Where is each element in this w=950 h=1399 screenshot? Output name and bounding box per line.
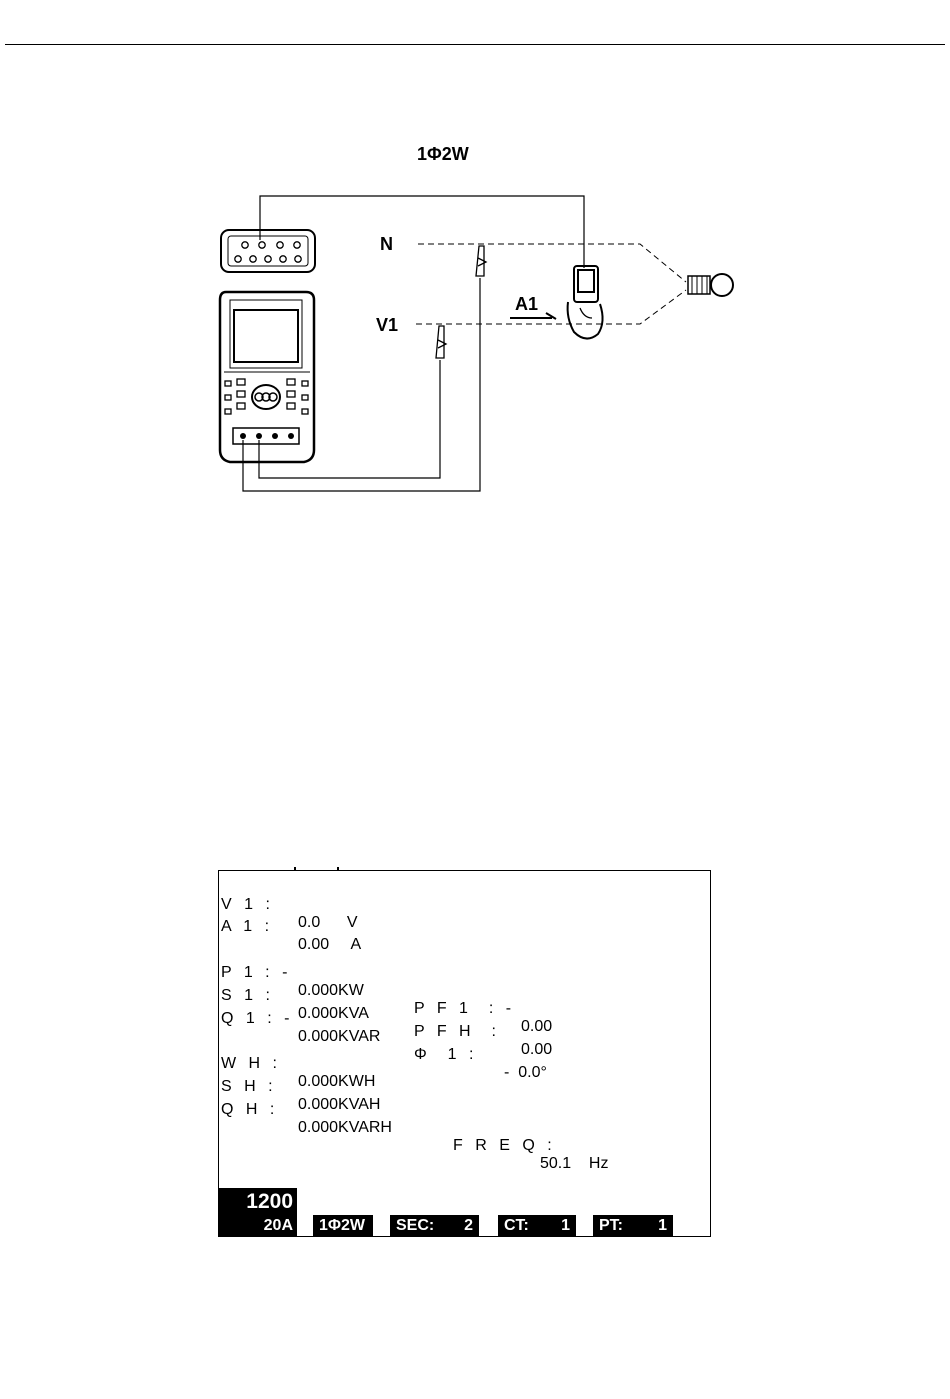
row-value-2: - 0.0° [504, 1064, 547, 1081]
screen-tick [294, 867, 296, 871]
row-label: Q 1 : - [221, 1010, 294, 1027]
row-label: P 1 : - [221, 964, 292, 981]
row-label: S 1 : [221, 987, 274, 1004]
clip-v1 [436, 326, 446, 358]
wiring-diagram [0, 0, 950, 520]
label-n: N [380, 234, 393, 254]
range-top: 1200 [246, 1190, 293, 1213]
row-label-2: F R E Q : [453, 1137, 556, 1154]
pt-value: 1 [658, 1217, 667, 1234]
row-value-2: 0.00 [521, 1041, 553, 1058]
load-bulb-icon [688, 274, 733, 296]
row-value: 0.0 V [298, 914, 358, 931]
clamp-wire [260, 196, 584, 268]
meter-top-view [221, 230, 315, 272]
row-value-2: 0.00 [521, 1018, 553, 1035]
range-badge [219, 1188, 297, 1236]
row-label: A 1 : [221, 918, 274, 935]
clamp-meter [568, 266, 603, 339]
row-label: W H : [221, 1055, 281, 1072]
meter-front-view [220, 292, 314, 462]
row-value: 0.000KW [298, 982, 364, 999]
wiring-badge [313, 1215, 373, 1236]
row-label-2: P F H : [414, 1023, 500, 1040]
row-value: 0.000KWH [298, 1073, 376, 1090]
row-label-2: Φ 1 : [414, 1046, 478, 1063]
ct-badge [498, 1215, 576, 1236]
clip-n [476, 246, 486, 276]
range-bottom: 20A [263, 1217, 293, 1234]
label-v1: V1 [376, 315, 399, 335]
row-value: 0.000KVARH [298, 1119, 392, 1136]
row-value-2: 50.1 Hz [540, 1155, 609, 1172]
row-value: 0.000KVA [298, 1005, 369, 1022]
wiring-label: 1Φ2W [319, 1217, 366, 1234]
sec-value: 2 [464, 1217, 473, 1234]
diagram-title: 1Φ2W [417, 144, 469, 164]
row-label: V 1 : [221, 896, 274, 913]
label-a1: A1 [515, 294, 539, 314]
row-value: 0.000KVAH [298, 1096, 381, 1113]
row-label: Q H : [221, 1101, 279, 1118]
pt-badge [593, 1215, 673, 1236]
ct-label: CT: [504, 1217, 529, 1234]
lead-v1 [259, 360, 440, 478]
row-label-2: P F 1 : - [414, 1000, 516, 1017]
row-value: 0.00 A [298, 936, 362, 953]
sec-badge [390, 1215, 479, 1236]
sec-label: SEC: [396, 1217, 435, 1234]
status-bar [219, 1188, 710, 1236]
line-n [418, 244, 686, 282]
row-label: S H : [221, 1078, 277, 1095]
ct-value: 1 [561, 1217, 570, 1234]
screen-tick [337, 867, 339, 871]
pt-label: PT: [599, 1217, 623, 1234]
lcd-screen [218, 870, 711, 1237]
row-value: 0.000KVAR [298, 1028, 381, 1045]
